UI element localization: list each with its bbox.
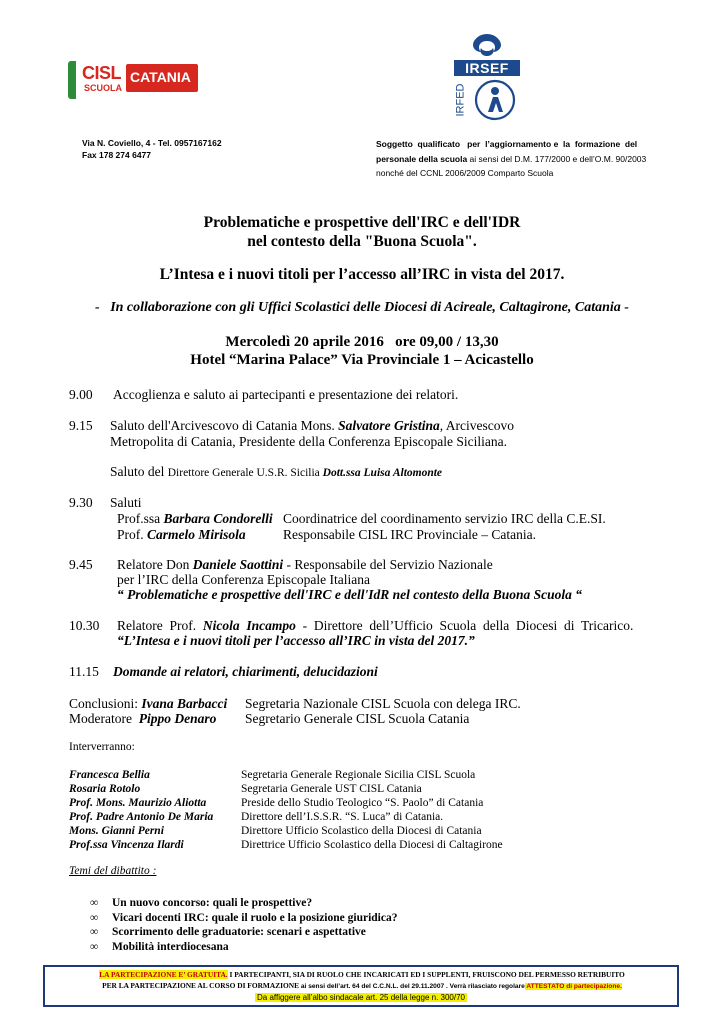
program-930-saluti: Saluti [110,495,142,510]
speaker-row [69,768,629,782]
program-930-mirisola [117,527,246,543]
topics-list [90,896,397,954]
time-900: 9.00 [69,387,93,402]
mirisola-title: Prof. [117,527,147,542]
barbacci-role: Segretaria Nazionale CISL Scuola con delega IRC. [245,696,521,711]
program-1030-pre: Relatore Prof. [117,618,203,633]
address-line-1: Via N. Coviello, 4 - Tel. 0957167162 [82,138,222,148]
program-945-topic: “ Problematiche e prospettive dell'IRC e dell'IdR nel contesto della Buona Scuola “ [117,587,582,602]
title-line-1: Problematiche e prospettive dell'IRC e dell'IDR [203,214,521,231]
program-915-line-3 [110,464,442,481]
program-1030-post: - Direttore dell’Ufficio Scuola della Diocesi di Tricarico. [295,618,634,633]
footer-line-3 [45,992,677,1003]
program-915-post: , Arcivescovo [439,418,515,433]
mirisola-role: Responsabile CISL IRC Provinciale – Catania. [283,527,536,542]
speaker-mirisola: Carmelo Mirisola [147,527,246,542]
footer-box [43,965,679,1007]
time-930: 9.30 [69,495,93,510]
time-1030: 10.30 [69,618,100,633]
title-line-3: L’Intesa e i nuovi titoli per l’accesso all’IRC in vista del 2017. [159,266,565,283]
speaker-saottini: Daniele Saottini [192,557,284,572]
address-block [82,137,222,161]
condorelli-title: Prof.ssa [117,511,164,526]
speaker-name: Rosaria Rotolo [69,783,141,795]
qualification-line-3: nonché del CCNL 2006/2009 Comparto Scuola [376,168,554,178]
speaker-row [69,824,629,838]
infinity-bullet-icon: ∞ [90,897,99,909]
speaker-role: Direttore dell’I.S.S.R. “S. Luca” di Catania. [241,811,444,823]
event-date: Mercoledì 20 aprile 2016 ore 09,00 / 13,30 [225,334,499,350]
conclusions-line [69,696,227,712]
footer-line-2-b: ai sensi dell’art. 64 del C.C.N.L. del 29.11.2007 . Verrà rilasciato regolare [299,983,525,990]
topic-item [90,925,397,940]
speaker-name: Mons. Gianni Perni [69,825,164,837]
program-915c-mid: Direttore Generale U.S.R. Sicilia [167,467,323,479]
footer-albo-notice: Da affiggere all’albo sindacale art. 25 della legge n. 300/70 [257,993,465,1002]
infinity-bullet-icon: ∞ [90,940,99,953]
qualification-line-2-rest: ai sensi del D.M. 177/2000 e dell’O.M. 90/2003 [467,153,647,164]
topic-text: Scorrimento delle graduatorie: scenari e aspettative [112,926,366,938]
speakers-intro: Interverranno: [69,741,135,753]
speaker-row [69,796,629,810]
footer-line-1 [49,969,675,980]
moderator-line [69,711,216,727]
program-945-line-1 [117,557,493,573]
irfed-figure-icon [472,78,518,122]
collaboration-line: - In collaborazione con gli Uffici Scolastici delle Diocesi di Acireale, Caltagirone, Catania - [95,300,629,315]
footer-line-2-a: PER LA PARTECIPAZIONE AL CORSO DI FORMAZIONE [102,981,300,990]
footer-certificate: ATTESTATO di partecipazione. [524,983,622,990]
irsef-logo-text: IRSEF [465,60,509,76]
speaker-role: Segretaria Generale UST CISL Catania [241,783,422,795]
speaker-altomonte: Dott.ssa Luisa Altomonte [322,467,443,479]
event-venue: Hotel “Marina Palace” Via Provinciale 1 – Acicastello [190,352,534,368]
topic-item [90,940,397,955]
topic-text: Un nuovo concorso: quali le prospettive? [112,897,313,909]
qualification-line-1: Soggetto qualificato per l’aggiornamento e la formazione del [376,139,638,149]
program-945-pre: Relatore Don [117,557,193,572]
program-1030-line-1 [117,618,633,634]
condorelli-role: Coordinatrice del coordinamento servizio IRC della C.E.SI. [283,511,606,526]
speaker-row [69,810,629,824]
program-915-line-2: Metropolita di Catania, Presidente della Conferenza Episcopale Siciliana. [110,434,507,449]
cisl-logo-bottom: SCUOLA [84,83,122,93]
cisl-logo [68,61,200,99]
speaker-role: Segretaria Generale Regionale Sicilia CISL Scuola [241,769,476,781]
speaker-name: Prof.ssa Vincenza Ilardi [69,839,184,851]
qualification-line-2-bold: personale della scuola [376,153,468,164]
program-915-line-1 [110,418,514,434]
time-915: 9.15 [69,418,93,433]
footer-line-2 [49,980,675,992]
program-915c-pre: Saluto del [110,464,168,479]
speaker-role: Preside dello Studio Teologico “S. Paolo” di Catania [241,797,484,809]
program-930-condorelli [117,511,273,527]
speaker-barbacci: Ivana Barbacci [141,696,228,711]
speaker-row [69,838,629,852]
speaker-condorelli: Barbara Condorelli [163,511,273,526]
topic-item [90,911,397,926]
speaker-role: Direttrice Ufficio Scolastico della Diocesi di Caltagirone [241,839,503,851]
footer-free-notice: LA PARTECIPAZIONE E’ GRATUITA. [99,970,228,979]
topic-text: Mobilità interdiocesana [112,940,229,953]
time-1115: 11.15 [69,664,99,679]
program-915-pre: Saluto dell'Arcivescovo di Catania Mons. [110,418,339,433]
program-900: Accoglienza e saluto ai partecipanti e presentazione dei relatori. [113,387,459,402]
topics-heading: Temi del dibattito : [69,865,157,877]
speaker-name: Francesca Bellia [69,769,150,781]
title-line-2: nel contesto della "Buona Scuola". [247,233,477,250]
qualification-block [376,137,676,181]
cisl-logo-top: CISL [82,63,122,83]
speaker-row [69,782,629,796]
program-945-line-2: per l’IRC della Conferenza Episcopale Italiana [117,572,371,587]
speaker-incampo: Nicola Incampo [202,618,296,633]
infinity-bullet-icon: ∞ [90,911,99,924]
address-line-2: Fax 178 274 6477 [82,150,152,160]
moderator-label: Moderatore [69,711,139,726]
speaker-denaro: Pippo Denaro [138,711,217,726]
irsef-logo [452,32,522,122]
speaker-role: Direttore Ufficio Scolastico della Diocesi di Catania [241,825,482,837]
time-945: 9.45 [69,557,93,572]
speaker-name: Prof. Mons. Maurizio Aliotta [69,797,207,809]
irsef-swirl-icon [465,32,509,58]
infinity-bullet-icon: ∞ [90,926,99,938]
qualification-line-2 [376,152,676,167]
conclusions-label: Conclusioni: [69,696,142,711]
topic-text: Vicari docenti IRC: quale il ruolo e la posizione giuridica? [112,911,398,924]
speaker-list [69,768,629,852]
program-945-post: - Responsabile del Servizio Nazionale [283,557,493,572]
topic-item [90,896,397,911]
footer-line-1-rest: I PARTECIPANTI, SIA DI RUOLO CHE INCARICATI ED I SUPPLENTI, FRUISCONO DEL PERMESSO RETRIBUITO [227,970,625,979]
cisl-logo-city: CATANIA [130,69,191,85]
irfed-logo-text: IRFED [454,83,467,117]
program-1030-topic: “L’Intesa e i nuovi titoli per l’accesso all’IRC in vista del 2017.” [117,633,475,648]
denaro-role: Segretario Generale CISL Scuola Catania [245,711,470,726]
speaker-name: Prof. Padre Antonio De Maria [69,811,214,823]
program-1115: Domande ai relatori, chiarimenti, delucidazioni [113,664,378,679]
speaker-gristina: Salvatore Gristina [338,418,440,433]
